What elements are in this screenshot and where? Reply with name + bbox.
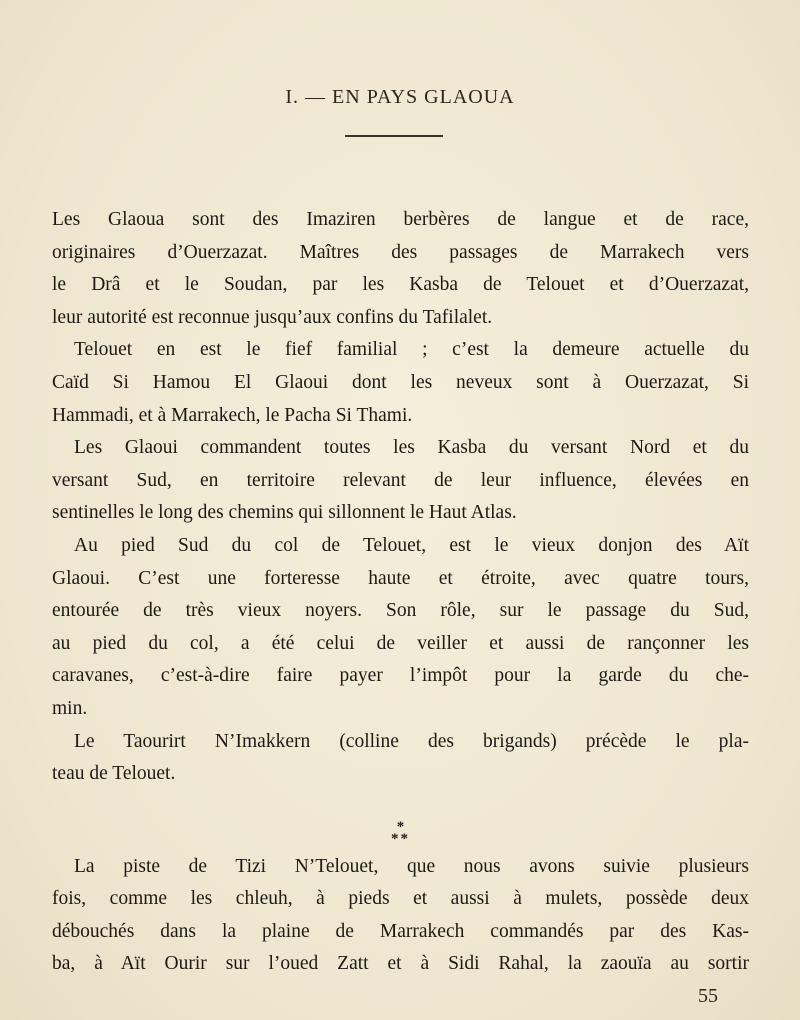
- text-line: entourée de très vieux noyers. Son rôle, sur le passage du Sud,: [52, 600, 749, 622]
- text-line: Le Taourirt N’Imakkern (colline des brigands) précède le pla-: [74, 730, 749, 752]
- text-line: ba, à Aït Ourir sur l’oued Zatt et à Sidi Rahal, la zaouïa au sortir: [52, 953, 749, 975]
- text-line: originaires d’Ouerzazat. Maîtres des passages de Marrakech vers: [52, 241, 749, 263]
- text-line: Glaoui. C’est une forteresse haute et étroite, avec quatre tours,: [52, 567, 749, 589]
- page-number: 55: [698, 985, 718, 1007]
- text-line: Telouet en est le fief familial ; c’est la demeure actuelle du: [74, 339, 749, 361]
- section-gap: [52, 791, 749, 821]
- text-line: débouchés dans la plaine de Marrakech commandés par des Kas-: [52, 920, 749, 942]
- text-line: Les Glaoua sont des Imaziren berbères de langue et de race,: [52, 209, 749, 230]
- text-line: versant Sud, en territoire relevant de leur influence, élevées en: [52, 469, 749, 491]
- text-line: au pied du col, a été celui de veiller et aussi de rançonner les: [52, 632, 749, 654]
- section-asterism: [52, 818, 749, 851]
- chapter-title: I. — EN PAYS GLAOUA: [285, 86, 515, 108]
- text-line: sentinelles le long des chemins qui sillonnent le Haut Atlas.: [52, 502, 517, 524]
- text-line: min.: [52, 697, 88, 719]
- text-line: Au pied Sud du col de Telouet, est le vieux donjon des Aït: [74, 534, 749, 556]
- text-line: caravanes, c’est-à-dire faire payer l’impôt pour la garde du che-: [52, 665, 749, 687]
- text-line: le Drâ et le Soudan, par les Kasba de Telouet et d’Ouerzazat,: [52, 274, 749, 296]
- body-text: [52, 204, 749, 981]
- asterism-top: *: [396, 818, 405, 835]
- text-line: La piste de Tizi N’Telouet, que nous avons suivie plusieurs: [74, 855, 749, 877]
- text-line: Caïd Si Hamou El Glaoui dont les neveux sont à Ouerzazat, Si: [52, 371, 749, 393]
- text-line: leur autorité est reconnue jusqu’aux confins du Tafilalet.: [52, 306, 493, 328]
- title-rule: [345, 135, 443, 137]
- text-line: Hammadi, et à Marrakech, le Pacha Si Thami.: [52, 404, 413, 426]
- text-line: Les Glaoui commandent toutes les Kasba du versant Nord et du: [74, 437, 749, 459]
- asterism-bottom: **: [391, 830, 410, 847]
- text-line: fois, comme les chleuh, à pieds et aussi à mulets, possède deux: [52, 888, 749, 910]
- text-line: teau de Telouet.: [52, 763, 176, 785]
